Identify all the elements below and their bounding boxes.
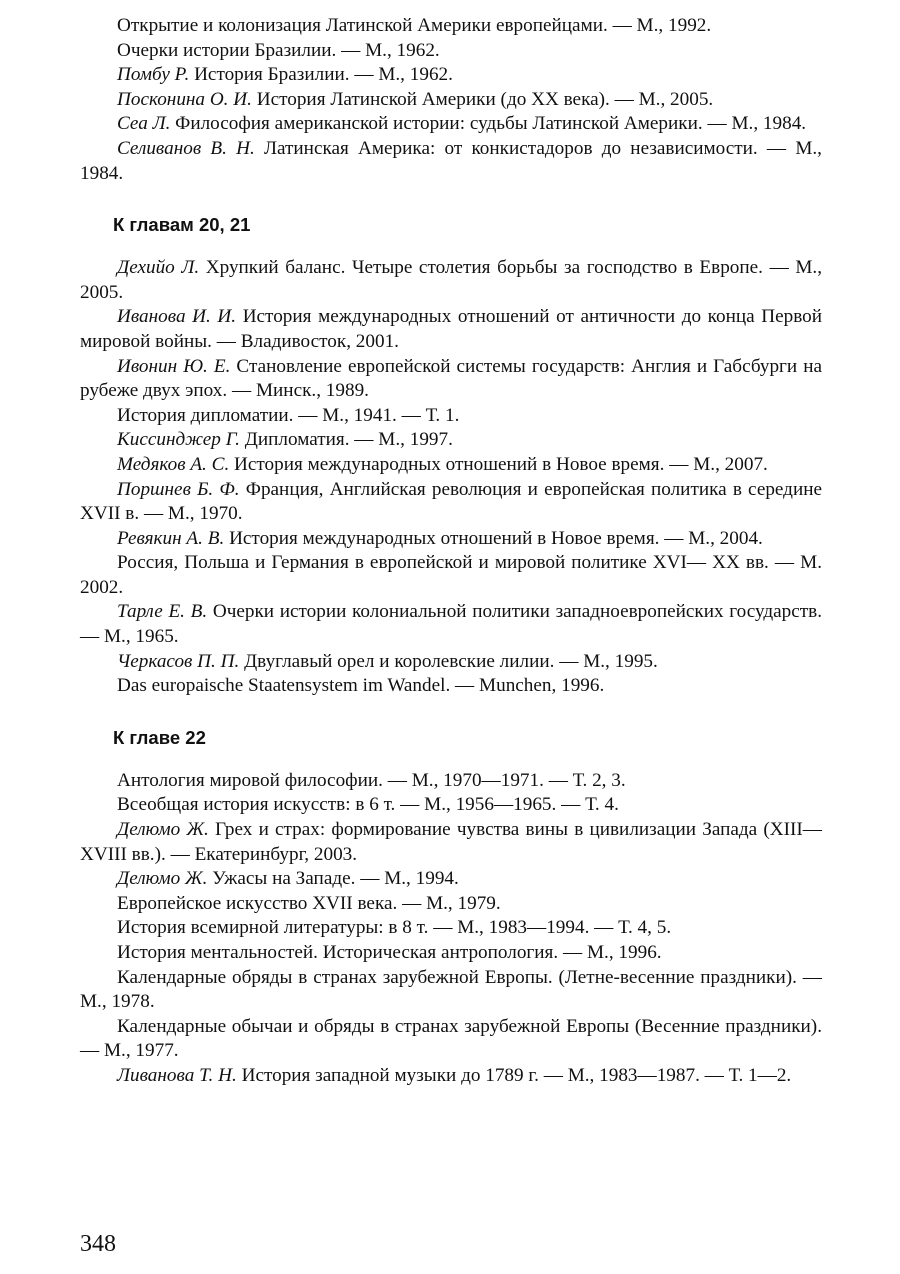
- bibliography-entry: [80, 650, 822, 675]
- entry-author: Киссинджер Г.: [117, 429, 240, 451]
- entry-text: История Латинской Америки (до XX века). — М., 2005.: [256, 88, 714, 110]
- bibliography-section: [80, 213, 822, 699]
- bibliography-entry: [80, 867, 822, 892]
- entry-author: Ливанова Т. Н.: [117, 1064, 237, 1086]
- bibliography-entry: [80, 1015, 822, 1064]
- entry-text: Очерки истории Бразилии. — М., 1962.: [117, 39, 440, 61]
- entry-author: Тарле Е. В.: [117, 601, 208, 623]
- bibliography-entry: [80, 674, 822, 699]
- entry-author: Ревякин А. В.: [117, 527, 225, 549]
- bibliography-entry: [80, 1064, 822, 1089]
- entry-author: Делюмо Ж.: [117, 868, 208, 890]
- bibliography-entry: [80, 916, 822, 941]
- bibliography-entry: [80, 793, 822, 818]
- entry-author: Помбу Р.: [117, 64, 190, 86]
- bibliography-entry: [80, 527, 822, 552]
- entry-author: Медяков А. С.: [117, 453, 230, 475]
- entry-text: История ментальностей. Историческая антропология. — М., 1996.: [117, 942, 662, 963]
- bibliography-entry: [80, 769, 822, 794]
- section-heading: К главе 22: [113, 726, 206, 748]
- bibliography-entry: [80, 404, 822, 429]
- bibliography-entry: [80, 305, 822, 354]
- entry-text: Двуглавый орел и королевские лилии. — М., 1995.: [244, 650, 658, 672]
- entry-text: Календарные обычаи и обряды в странах зарубежной Европы (Весенние праздники). — М., 1977.: [80, 1015, 822, 1062]
- entry-author: Дехийо Л.: [117, 257, 200, 279]
- entry-text: История международных отношений в Новое время. — М., 2007.: [234, 453, 768, 475]
- bibliography-entry: [80, 478, 822, 527]
- entry-text: Открытие и колонизация Латинской Америки европейцами. — М., 1992.: [117, 15, 712, 36]
- bibliography-entry: [80, 600, 822, 649]
- entry-text: Хрупкий баланс. Четыре столетия борьбы за господство в Европе. — М., 2005.: [80, 257, 822, 303]
- bibliography-entry: [80, 355, 822, 404]
- bibliography-entry: [80, 551, 822, 600]
- bibliography-entry: [80, 428, 822, 453]
- entry-author: Селиванов В. Н.: [117, 137, 255, 159]
- entry-text: Ужасы на Западе. — М., 1994.: [212, 868, 459, 890]
- entry-text: Грех и страх: формирование чувства вины в цивилизации Запада (XIII—XVIII вв.). — Екатеринбург, 2003.: [80, 819, 822, 865]
- bibliography-entry: [80, 14, 822, 39]
- bibliography-entry: [80, 88, 822, 113]
- entry-text: История дипломатии. — М., 1941. — Т. 1.: [117, 404, 460, 426]
- entry-author: Сеа Л.: [117, 113, 171, 135]
- entry-text: Очерки истории колониальной политики западноевропейских государств. — М., 1965.: [80, 601, 822, 648]
- entry-author: Ивонин Ю. Е.: [117, 355, 231, 377]
- bibliography-section: [80, 726, 822, 1089]
- bibliography-entry: [80, 818, 822, 867]
- bibliography-entry: [80, 63, 822, 88]
- entry-text: Франция, Английская революция и европейская политика в середине XVII в. — М., 1970.: [80, 478, 823, 525]
- entry-author: Делюмо Ж.: [117, 819, 209, 841]
- page-number: 348: [80, 1231, 116, 1257]
- bibliography-entry: [80, 137, 822, 186]
- entry-text: Календарные обряды в странах зарубежной Европы. (Летне-весенние праздники). — М., 1978.: [80, 966, 822, 1013]
- entry-author: Поршнев Б. Ф.: [117, 478, 240, 500]
- bibliography-entry: [80, 112, 822, 137]
- entry-text: Das europaische Staatensystem im Wandel. — Munchen, 1996.: [117, 675, 605, 697]
- entry-text: Антология мировой философии. — М., 1970—1971. — Т. 2, 3.: [117, 769, 626, 791]
- entry-text: Всеобщая история искусств: в 6 т. — М., 1956—1965. — Т. 4.: [117, 794, 619, 816]
- bibliography-entry: [80, 941, 822, 966]
- bibliography-entry: [80, 453, 822, 478]
- entry-text: История всемирной литературы: в 8 т. — М., 1983—1994. — Т. 4, 5.: [117, 917, 672, 939]
- entry-text: История международных отношений в Новое время. — М., 2004.: [229, 527, 763, 549]
- entry-author: Иванова И. И.: [117, 306, 237, 328]
- section-heading: К главам 20, 21: [113, 214, 251, 236]
- entry-text: Дипломатия. — М., 1997.: [244, 429, 453, 451]
- bibliography-entry: [80, 892, 822, 917]
- entry-text: История международных отношений от античности до конца Первой мировой войны. — Владивосток, 2001.: [80, 306, 823, 352]
- entry-text: История западной музыки до 1789 г. — М., 1983—1987. — Т. 1—2.: [241, 1064, 792, 1086]
- bibliography-page: [80, 14, 822, 1089]
- bibliography-entry: [80, 39, 822, 64]
- bibliography-entry: [80, 256, 822, 305]
- entry-text: Европейское искусство XVII века. — М., 1979.: [117, 892, 501, 914]
- entry-author: Черкасов П. П.: [117, 650, 240, 672]
- entry-text: Латинская Америка: от конкистадоров до независимости. — М., 1984.: [80, 137, 822, 184]
- entry-text: Философия американской истории: судьбы Латинской Америки. — М., 1984.: [175, 113, 807, 135]
- bibliography-entry: [80, 966, 822, 1015]
- entry-text: Становление европейской системы государств: Англия и Габсбурги на рубеже двух эпох. — Минск., 1989.: [80, 355, 823, 402]
- entry-author: Посконина О. И.: [117, 88, 252, 110]
- bibliography-section: [80, 14, 822, 186]
- entry-text: Россия, Польша и Германия в европейской и мировой политике XVI— XX вв. — М. 2002.: [80, 552, 822, 598]
- entry-text: История Бразилии. — М., 1962.: [194, 64, 453, 86]
